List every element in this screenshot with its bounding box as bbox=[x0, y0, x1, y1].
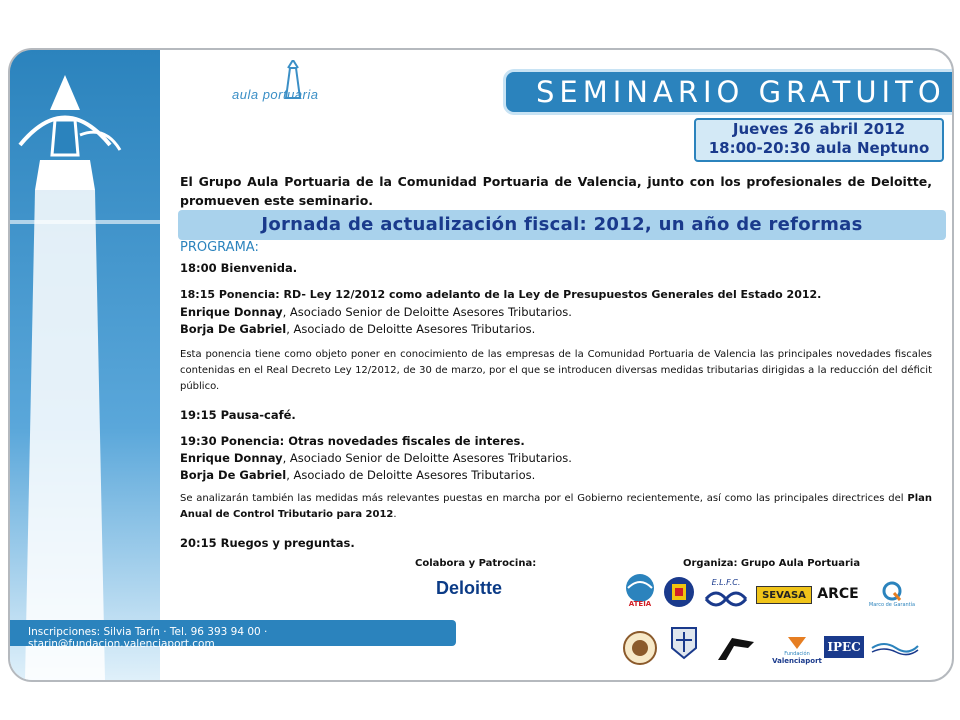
speaker-name: Enrique Donnay bbox=[180, 451, 283, 465]
speaker-line bbox=[180, 451, 572, 465]
desc2-plan: Plan Anual de Control Tributario para 2012 bbox=[180, 493, 932, 520]
programa-heading: PROGRAMA: bbox=[180, 240, 259, 255]
date-box bbox=[694, 118, 944, 162]
arce-text: ARCE bbox=[817, 586, 859, 602]
waves-icon bbox=[870, 638, 920, 656]
speaker-role: , Asociado Senior de Deloitte Asesores Tributarios. bbox=[282, 305, 572, 319]
item-bienvenida: 18:00 Bienvenida. bbox=[180, 261, 298, 275]
sevasa-logo bbox=[756, 586, 812, 604]
speaker-name: Borja De Gabriel bbox=[180, 322, 287, 336]
elfc-text: E.L.F.C. bbox=[711, 577, 741, 587]
speaker-role: , Asociado de Deloitte Asesores Tributarios. bbox=[286, 322, 536, 336]
valenciaport-small-logo bbox=[868, 636, 922, 658]
item-ponencia2: 19:30 Ponencia: Otras novedades fiscales de interes. bbox=[180, 434, 525, 448]
event-title: Jornada de actualización fiscal: 2012, un año de reformas bbox=[261, 214, 863, 235]
fv-icon bbox=[786, 635, 808, 651]
shield-icon bbox=[662, 574, 696, 610]
footer-band bbox=[10, 620, 456, 650]
footer-contact: Inscripciones: Silvia Tarín · Tel. 96 393 94 00 · starin@fundacion.valenciaport.com bbox=[28, 626, 268, 650]
speaker-name: Enrique Donnay bbox=[180, 305, 283, 319]
item-ruegos: 20:15 Ruegos y preguntas. bbox=[180, 536, 355, 550]
crest-icon bbox=[666, 624, 702, 668]
deloitte-logo: Deloitte bbox=[436, 578, 503, 598]
speaker-role: , Asociado Senior de Deloitte Asesores Tributarios. bbox=[282, 451, 572, 465]
banner-text: SEMINARIO GRATUITO bbox=[536, 75, 946, 109]
elfc-logo bbox=[700, 576, 752, 610]
speaker-line bbox=[180, 305, 572, 319]
logo-text: aula portuaria bbox=[232, 87, 319, 102]
time-line: 18:00-20:30 aula Neptuno bbox=[708, 139, 930, 157]
crane-icon bbox=[712, 632, 760, 664]
desc2-end: . bbox=[393, 509, 397, 520]
colabora-label: Colabora y Patrocina: bbox=[415, 558, 537, 569]
fundacion-text: Fundación bbox=[784, 651, 810, 657]
q-icon bbox=[880, 580, 904, 602]
item-pausa: 19:15 Pausa-café. bbox=[180, 408, 296, 422]
marco-text: Marco de Garantía bbox=[868, 602, 916, 608]
consignatarios-logo bbox=[706, 630, 766, 666]
intro-text: El Grupo Aula Portuaria de la Comunidad Portuaria de Valencia, junto con los profesionales de Deloitte, promueven este seminario. bbox=[180, 174, 932, 208]
fundacion-valenciaport-logo bbox=[772, 630, 822, 670]
arce-logo bbox=[814, 584, 862, 604]
speaker-line bbox=[180, 468, 535, 482]
ateia-text: ATEIA bbox=[628, 600, 652, 608]
seal-icon bbox=[622, 630, 658, 666]
ponencia1-description: Esta ponencia tiene como objeto poner en conocimiento de las empresas de la Comunidad Portuaria de Valencia las principales novedades fiscales contenidas en el Real Decreto Ley 12/2012, de 30 de marzo, por el que se introducen diversas medidas tributarias dirigidas a la reducción del déficit público. bbox=[180, 349, 932, 392]
sevasa-text: SEVASA bbox=[762, 589, 806, 601]
aula-portuaria-logo bbox=[232, 60, 372, 110]
shield-logo bbox=[662, 574, 696, 610]
asociacion-logo bbox=[666, 624, 702, 668]
ipec-text: IPEC bbox=[827, 640, 861, 654]
valenciaport-text: Valenciaport bbox=[772, 657, 822, 665]
seminario-banner bbox=[506, 72, 952, 112]
ipec-logo bbox=[824, 636, 864, 658]
knot-icon bbox=[702, 587, 750, 609]
seal-logo bbox=[622, 628, 658, 668]
speaker-name: Borja De Gabriel bbox=[180, 468, 287, 482]
organiza-label: Organiza: Grupo Aula Portuaria bbox=[683, 558, 861, 569]
lighthouse-graphic bbox=[10, 50, 160, 680]
ateia-logo bbox=[622, 572, 658, 612]
speaker-line bbox=[180, 322, 535, 336]
flyer-card bbox=[8, 48, 954, 682]
ponencia2-description bbox=[180, 491, 932, 523]
date-line: Jueves 26 abril 2012 bbox=[732, 120, 906, 138]
speaker-role: , Asociado de Deloitte Asesores Tributarios. bbox=[286, 468, 536, 482]
desc2-text: Se analizarán también las medidas más relevantes puestas en marcha por el Gobierno recientemente, así como las principales directrices del bbox=[180, 493, 908, 504]
marco-garantia-logo bbox=[866, 576, 918, 612]
item-ponencia1: 18:15 Ponencia: RD- Ley 12/2012 como adelanto de la Ley de Presupuestos Generales del Estado 2012. bbox=[180, 288, 822, 301]
event-title-band bbox=[178, 210, 946, 240]
